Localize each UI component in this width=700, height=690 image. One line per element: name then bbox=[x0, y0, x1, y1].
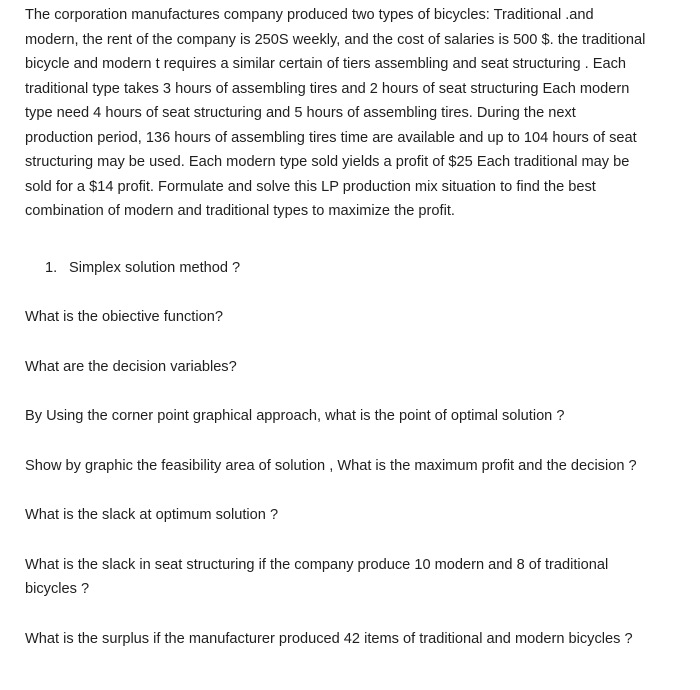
question-optimal-point: By Using the corner point graphical approach, what is the point of optimal solution ? bbox=[25, 408, 565, 424]
problem-line: The corporation manufactures company produced two types of bicycles: Traditional .and bbox=[25, 7, 594, 23]
list-item-number: 1. bbox=[45, 259, 58, 276]
question-line: What is the slack in seat structuring if the company produce 10 modern and 8 of traditional bbox=[25, 556, 609, 573]
list-item bbox=[25, 256, 697, 281]
problem-line: traditional type takes 3 hours of assembling tires and 2 hours of seat structuring Each modern bbox=[25, 80, 630, 97]
question-objective-function: What is the obiective function? bbox=[25, 309, 223, 325]
problem-line: type need 4 hours of seat structuring and 5 hours of assembling tires. During the next bbox=[25, 105, 576, 121]
question-slack-optimum: What is the slack at optimum solution ? bbox=[25, 507, 279, 523]
problem-statement bbox=[25, 3, 697, 224]
problem-line: combination of modern and traditional types to maximize the profit. bbox=[25, 203, 455, 219]
question-slack-seat-structuring bbox=[25, 553, 697, 602]
question-surplus: What is the surplus if the manufacturer produced 42 items of traditional and modern bicycles ? bbox=[25, 630, 633, 647]
question-feasibility-area: Show by graphic the feasibility area of solution , What is the maximum profit and the decision ? bbox=[25, 457, 637, 474]
problem-line: production period, 136 hours of assembling tires time are available and up to 104 hours of seat bbox=[25, 129, 637, 146]
numbered-list bbox=[25, 256, 697, 281]
question-line: bicycles ? bbox=[25, 581, 90, 597]
problem-line: structuring may be used. Each modern type sold yields a profit of $25 Each traditional may be bbox=[25, 154, 630, 170]
problem-line: bicycle and modern t requires a similar certain of tiers assembling and seat structuring . Each bbox=[25, 56, 627, 72]
question-decision-variables: What are the decision variables? bbox=[25, 358, 237, 375]
document bbox=[25, 3, 697, 651]
list-item-text: Simplex solution method ? bbox=[69, 259, 241, 276]
problem-line: sold for a $14 profit. Formulate and solve this LP production mix situation to find the best bbox=[25, 178, 596, 195]
problem-line: modern, the rent of the company is 250S weekly, and the cost of salaries is 500 $. the traditional bbox=[25, 31, 646, 48]
